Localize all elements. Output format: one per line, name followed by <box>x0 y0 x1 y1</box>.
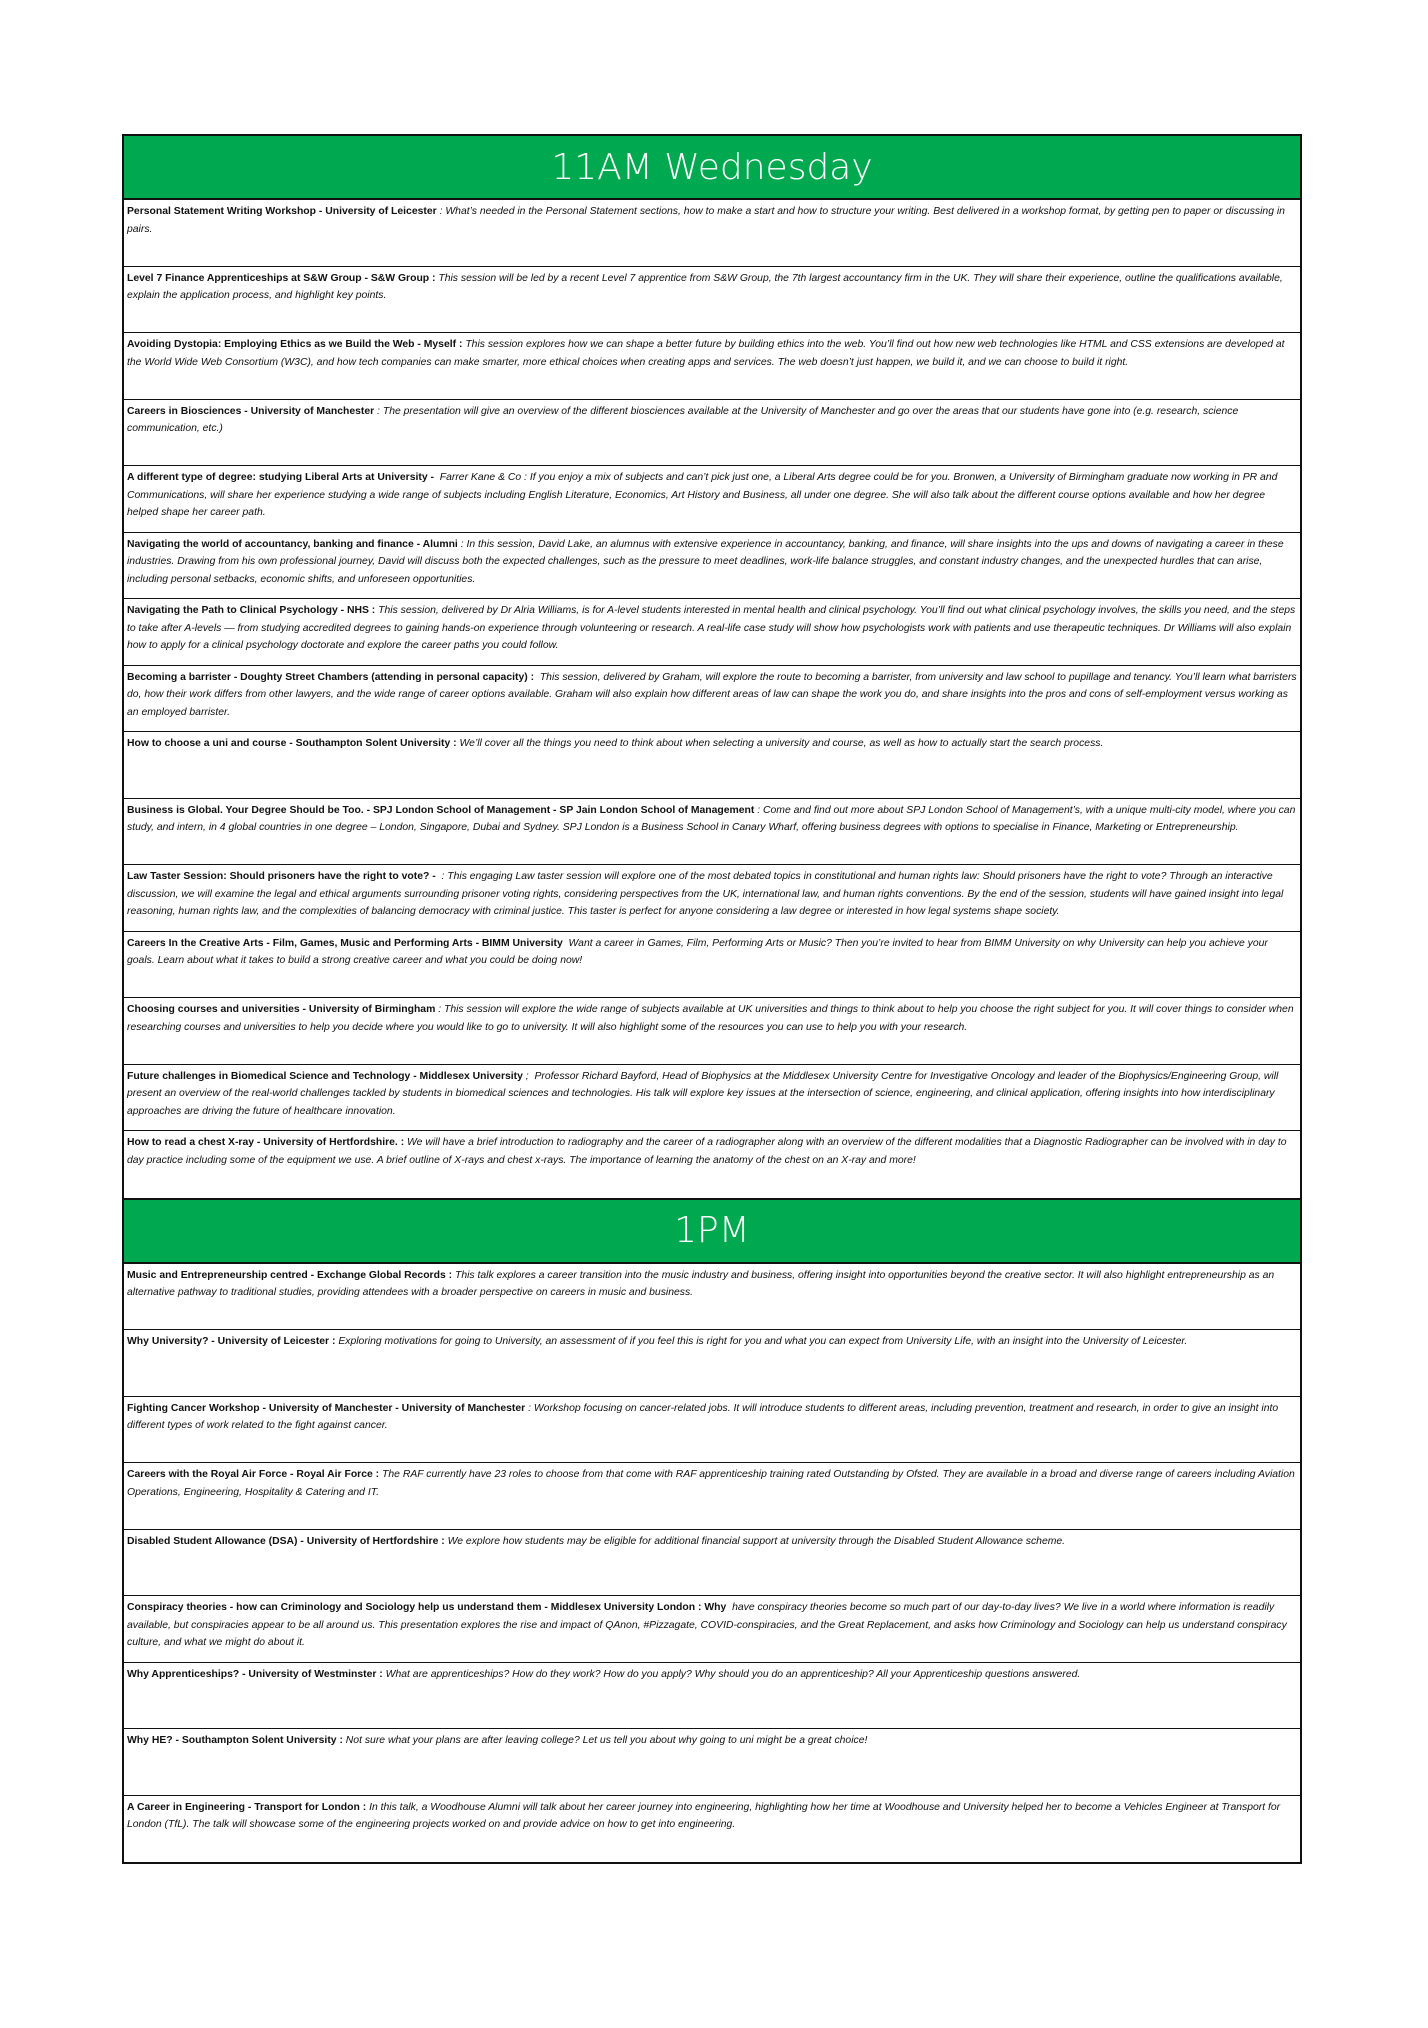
session-description: What’s needed in the Personal Statement sections, how to make a start and how to structure your writing. Best delivered in a workshop format, by getting pen to paper or discussing in pairs. <box>127 206 1285 235</box>
session-description: Farrer Kane & Co : If you enjoy a mix of subjects and can’t pick just one, a Liberal Arts degree could be for you. Bronwen, a University of Birmingham graduate now working in PR and Communications, will share her experience studying a wide range of subjects including English Literature, Economics, Art History and Business, all under one degree. She will also talk about the different course options available and how her degree helped shape her career path. <box>127 472 1278 519</box>
session-separator: : <box>435 1004 444 1015</box>
session-description: We’ll cover all the things you need to think about when selecting a university and course, as well as how to actually start the search process. <box>459 738 1104 749</box>
session-row <box>124 1397 1300 1464</box>
session-title: Law Taster Session: Should prisoners have the right to vote? - <box>127 871 436 882</box>
session-title: Future challenges in Biomedical Science and Technology - Middlesex University <box>127 1070 523 1082</box>
session-row <box>124 1131 1300 1198</box>
session-separator: : <box>754 804 764 816</box>
session-title: A Career in Engineering - Transport for London : <box>127 1801 367 1813</box>
session-title: Choosing courses and universities - University of Birmingham <box>127 1004 436 1015</box>
session-title: Careers in Biosciences - University of Manchester <box>127 405 375 417</box>
session-row <box>124 1330 1300 1397</box>
session-title: Disabled Student Allowance (DSA) - University of Hertfordshire : <box>127 1535 445 1547</box>
session-title: Conspiracy theories - how can Criminology and Sociology help us understand them - Middlesex University London : Why <box>127 1602 727 1613</box>
session-description: Professor Richard Bayford, Head of Biophysics at the Middlesex University Centre for Investigative Oncology and leader of the Biophysics/Engineering Group, will present an overview of the real-world challenges tackled by students in biomedical sciences and technologies. His talk will explore key issues at the intersection of science, engineering, and clinical application, offering insights into how interdisciplinary approaches are driving the future of healthcare innovation. <box>127 1070 1279 1117</box>
session-description: Workshop focusing on cancer-related jobs. It will introduce students to different areas, including prevention, treatment and research, in order to give an insight into different types of work related to the fight against cancer. <box>127 1402 1279 1432</box>
session-row <box>124 1264 1300 1331</box>
session-row <box>124 200 1300 267</box>
session-title: Why Apprenticeships? - University of Westminster : <box>127 1668 383 1680</box>
session-separator: : <box>374 405 383 417</box>
session-title: Why HE? - Southampton Solent University : <box>127 1735 343 1746</box>
session-row <box>124 932 1300 999</box>
session-title: Music and Entrepreneurship centred - Exchange Global Records : <box>127 1269 453 1281</box>
session-title: Why University? - University of Leicester : <box>127 1336 336 1347</box>
schedule-sheet <box>122 134 1302 1864</box>
session-row <box>124 1530 1300 1597</box>
session-row <box>124 1463 1300 1530</box>
session-description: We will have a brief introduction to radiography and the career of a radiographer along with an overview of the different modalities that a Diagnostic Radiographer can be involved with in day to day practice including some of the equipment we use. A brief outline of X-rays and chest x-rays. The importance of learning the anatomy of the chest on an X-ray and more! <box>127 1137 1287 1166</box>
session-description: What are apprenticeships? How do they work? How do you apply? Why should you do an apprenticeship? All your Apprenticeship questions answered. <box>385 1668 1081 1680</box>
section-header-11am: 11AM Wednesday <box>124 136 1300 200</box>
session-description: Want a career in Games, Film, Performing Arts or Music? Then you’re invited to hear from BIMM University on why University can help you achieve your goals. Learn about what it takes to build a strong creative career and what you could be doing now! <box>127 937 1268 967</box>
session-separator: ; <box>522 1070 535 1082</box>
session-row <box>124 1796 1300 1863</box>
session-row <box>124 533 1300 600</box>
session-description: Come and find out more about SPJ London School of Management’s, with a unique multi-city model, where you can study, and intern, in 4 global countries in one degree – London, Singapore, Dubai and Sydney. SPJ London is a Business School in Canary Wharf, offering business degrees with options to specialise in Finance, Marketing or Entrepreneurship. <box>127 804 1296 834</box>
session-title: Navigating the Path to Clinical Psychology - NHS : <box>127 605 376 616</box>
session-row <box>124 865 1300 932</box>
session-row <box>124 1663 1300 1730</box>
session-row <box>124 1596 1300 1663</box>
session-description: This session, delivered by Dr Alria Williams, is for A-level students interested in mental health and clinical psychology. You’ll find out what clinical psychology involves, the skills you need, and the steps to take after A-levels — from studying accredited degrees to gaining hands-on experience through volunteering or research. A real-life case study will show how psychologists work with patients and use therapeutic techniques. Dr Williams will also explain how to apply for a clinical psychology doctorate and explore the career paths you could follow. <box>127 605 1296 652</box>
session-separator: : <box>525 1402 534 1414</box>
session-description: The RAF currently have 23 roles to choose from that come with RAF apprenticeship training rated Outstanding by Ofsted. They are available in a broad and diverse range of careers including Aviation Operations, Engineering, Hospitality & Catering and IT. <box>127 1469 1295 1498</box>
session-row <box>124 799 1300 866</box>
session-title: Avoiding Dystopia: Employing Ethics as we Build the Web - Myself : <box>127 339 463 350</box>
session-row <box>124 400 1300 467</box>
session-separator: : <box>457 538 467 550</box>
section-header-1pm: 1PM <box>124 1198 1300 1264</box>
session-row <box>124 998 1300 1065</box>
session-description: This session will explore the wide range of subjects available at UK universities and things to think about to help you choose the right subject for you. It will cover things to consider when researching courses and universities to help you decide where you would like to go to university. It will also highlight some of the resources you can use to help you with your research. <box>127 1004 1294 1033</box>
session-row <box>124 666 1300 733</box>
session-title: A different type of degree: studying Liberal Arts at University - <box>127 472 434 483</box>
session-title: Navigating the world of accountancy, banking and finance - Alumni <box>127 538 458 550</box>
session-title: Careers with the Royal Air Force - Royal Air Force : <box>127 1469 380 1480</box>
session-description: Exploring motivations for going to University, an assessment of if you feel this is right for you and what you can expect from University Life, with an insight into the University of Leicester. <box>338 1336 1188 1347</box>
session-row <box>124 599 1300 666</box>
session-row <box>124 267 1300 334</box>
session-row <box>124 1729 1300 1796</box>
session-row <box>124 333 1300 400</box>
session-description: The presentation will give an overview of the different biosciences available at the University of Manchester and go over the areas that our students have gone into (e.g. research, science communication, etc.) <box>127 405 1239 435</box>
session-description: This session explores how we can shape a better future by building ethics into the web. You’ll find out how new web technologies like HTML and CSS extensions are developed at the World Wide Web Consortium (W3C), and how tech companies can make smarter, more ethical choices when creating apps and services. The web doesn’t just happen, we build it, and we can choose to build it right. <box>127 339 1285 368</box>
session-title: How to read a chest X-ray - University of Hertfordshire. : <box>127 1137 405 1148</box>
session-row <box>124 466 1300 533</box>
session-description: This session will be led by a recent Level 7 apprentice from S&W Group, the 7th largest accountancy firm in the UK. They will share their experience, outline the qualifications available, explain the application process, and highlight key points. <box>127 272 1283 302</box>
session-description: We explore how students may be eligible for additional financial support at university through the Disabled Student Allowance scheme. <box>447 1535 1066 1547</box>
session-row <box>124 732 1300 799</box>
session-row <box>124 1065 1300 1132</box>
session-title: Becoming a barrister - Doughty Street Chambers (attending in personal capacity) : <box>127 671 535 683</box>
session-description: In this session, David Lake, an alumnus with extensive experience in accountancy, banking, and finance, will share insights into the ups and downs of navigating a career in these industries. Drawing from his own professional journey, David will discuss both the expected challenges, such as the pressure to meet deadlines, work-life balance struggles, and constant industry changes, and the unexpected hurdles that can arise, including personal setbacks, economic shifts, and unforeseen opportunities. <box>127 538 1284 585</box>
session-separator: : <box>436 206 446 217</box>
session-description: This talk explores a career transition into the music industry and business, offering insight into opportunities beyond the creative sector. It will also highlight entrepreneurship as an alternative pathway to traditional studies, providing attendees with a broader perspective on careers in music and business. <box>127 1269 1275 1299</box>
session-title: Fighting Cancer Workshop - University of Manchester - University of Manchester <box>127 1402 526 1414</box>
session-title: Business is Global. Your Degree Should be Too. - SPJ London School of Management - SP Jain London School of Management <box>127 804 755 816</box>
session-title: Personal Statement Writing Workshop - University of Leicester <box>127 206 437 217</box>
session-description: In this talk, a Woodhouse Alumni will talk about her career journey into engineering, highlighting how her time at Woodhouse and University helped her to become a Vehicles Engineer at Transport for London (TfL). The talk will showcase some of the engineering projects worked on and provide advice on how to get into engineering. <box>127 1801 1281 1831</box>
session-title: Level 7 Finance Apprenticeships at S&W Group - S&W Group : <box>127 272 436 284</box>
session-title: How to choose a uni and course - Southampton Solent University : <box>127 738 457 749</box>
session-title: Careers In the Creative Arts - Film, Games, Music and Performing Arts - BIMM University <box>127 937 563 949</box>
session-description: This session, delivered by Graham, will explore the route to becoming a barrister, from university and law school to pupillage and tenancy. You’ll learn what barristers do, how their work differs from other lawyers, and the wide range of career options available. Graham will also explain how different areas of law can shape the work you do, and share insights into the pros and cons of self-employment versus working as an employed barrister. <box>127 671 1297 718</box>
session-description: Not sure what your plans are after leaving college? Let us tell you about why going to uni might be a great choice! <box>345 1735 868 1746</box>
session-list-1pm <box>124 1264 1300 1863</box>
session-description: : This engaging Law taster session will explore one of the most debated topics in constitutional and human rights law: Should prisoners have the right to vote? Through an interactive discussion, we will examine the legal and ethical arguments surrounding prisoner voting rights, considering perspectives from the UK, international law, and human rights conventions. By the end of the session, students will have gained insight into legal reasoning, human rights law, and the complexities of balancing democracy with criminal justice. This taster is perfect for anyone considering a law degree or interested in how legal systems shape society. <box>127 871 1284 918</box>
session-list-11am <box>124 200 1300 1198</box>
session-description: have conspiracy theories become so much part of our day-to-day lives? We live in a world where information is readily available, but conspiracies appear to be all around us. This presentation explores the rise and impact of QAnon, #Pizzagate, COVID-conspiracies, and the Great Replacement, and asks how Criminology and Sociology can help us understand conspiracy culture, and what we might do about it. <box>127 1602 1287 1649</box>
